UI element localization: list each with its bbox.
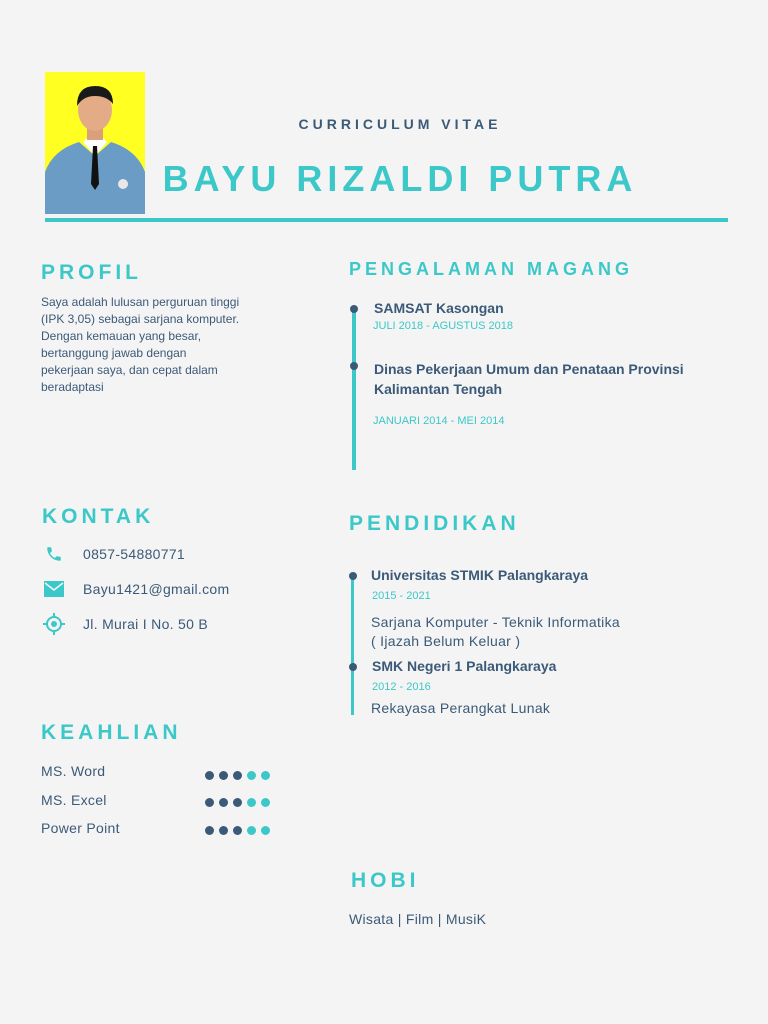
skill-name: Power Point (41, 820, 120, 836)
rating-dot-filled (233, 826, 242, 835)
profile-photo (45, 72, 145, 214)
header-divider (45, 218, 728, 222)
pendidikan-item-desc (371, 613, 620, 651)
profil-line: beradaptasi (41, 380, 104, 394)
rating-dot-empty (261, 771, 270, 780)
location-icon (43, 613, 65, 635)
contact-email (43, 578, 229, 600)
magang-item-title (374, 359, 734, 399)
timeline-dot (350, 362, 358, 370)
pendidikan-desc-line: ( Ijazah Belum Keluar ) (371, 633, 521, 649)
pendidikan-item-date: 2012 - 2016 (372, 681, 431, 693)
profil-line: Saya adalah lulusan perguruan tinggi (41, 295, 240, 309)
cv-label: CURRICULUM VITAE (298, 116, 502, 132)
contact-address (43, 613, 208, 635)
rating-dot-empty (247, 798, 256, 807)
pendidikan-title: PENDIDIKAN (349, 512, 520, 535)
hobi-text: Wisata | Film | MusiK (349, 911, 487, 927)
rating-dot-empty (261, 798, 270, 807)
pendidikan-timeline-line (351, 575, 354, 715)
magang-item-date: JANUARI 2014 - MEI 2014 (373, 415, 505, 427)
timeline-dot (349, 663, 357, 671)
contact-email-text: Bayu1421@gmail.com (83, 581, 230, 597)
skill-name: MS. Word (41, 763, 106, 779)
pendidikan-item-title: Universitas STMIK Palangkaraya (371, 567, 589, 583)
timeline-dot (349, 572, 357, 580)
profil-text (41, 294, 301, 396)
contact-phone (43, 543, 185, 565)
hobi-title: HOBI (351, 869, 420, 892)
keahlian-title: KEAHLIAN (41, 721, 182, 744)
rating-dot-empty (247, 826, 256, 835)
person-name: BAYU RIZALDI PUTRA (162, 158, 638, 199)
skill-rating (205, 771, 270, 780)
pendidikan-item-date: 2015 - 2021 (372, 590, 431, 602)
profil-line: pekerjaan saya, dan cepat dalam (41, 363, 218, 377)
contact-phone-text: 0857-54880771 (83, 546, 185, 562)
rating-dot-filled (205, 771, 214, 780)
profil-line: (IPK 3,05) sebagai sarjana komputer. (41, 312, 240, 326)
rating-dot-filled (233, 798, 242, 807)
rating-dot-filled (205, 798, 214, 807)
pendidikan-desc-line: Sarjana Komputer - Teknik Informatika (371, 614, 620, 630)
rating-dot-filled (233, 771, 242, 780)
phone-icon (43, 543, 65, 565)
skill-rating (205, 826, 270, 835)
skill-rating (205, 798, 270, 807)
kontak-title: KONTAK (42, 505, 155, 528)
magang-timeline-line (352, 306, 356, 470)
rating-dot-filled (205, 826, 214, 835)
timeline-dot (350, 305, 358, 313)
rating-dot-filled (219, 826, 228, 835)
magang-item-date: JULI 2018 - AGUSTUS 2018 (373, 320, 514, 332)
contact-address-text: Jl. Murai I No. 50 B (83, 616, 209, 632)
profil-line: Dengan kemauan yang besar, (41, 329, 202, 343)
magang-item-title-line: Dinas Pekerjaan Umum dan Penataan Provinsi (374, 361, 684, 377)
pendidikan-item-desc: Rekayasa Perangkat Lunak (371, 700, 551, 716)
profil-title: PROFIL (41, 261, 142, 284)
magang-title: PENGALAMAN MAGANG (349, 259, 633, 279)
rating-dot-filled (219, 798, 228, 807)
rating-dot-empty (247, 771, 256, 780)
mail-icon (43, 578, 65, 600)
magang-item-title: SAMSAT Kasongan (374, 300, 504, 316)
magang-item-title-line: Kalimantan Tengah (374, 381, 503, 397)
person-photo-icon (45, 72, 145, 214)
pendidikan-item-title: SMK Negeri 1 Palangkaraya (372, 658, 557, 674)
profil-line: bertanggung jawab dengan (41, 346, 187, 360)
rating-dot-empty (261, 826, 270, 835)
skill-name: MS. Excel (41, 792, 107, 808)
rating-dot-filled (219, 771, 228, 780)
